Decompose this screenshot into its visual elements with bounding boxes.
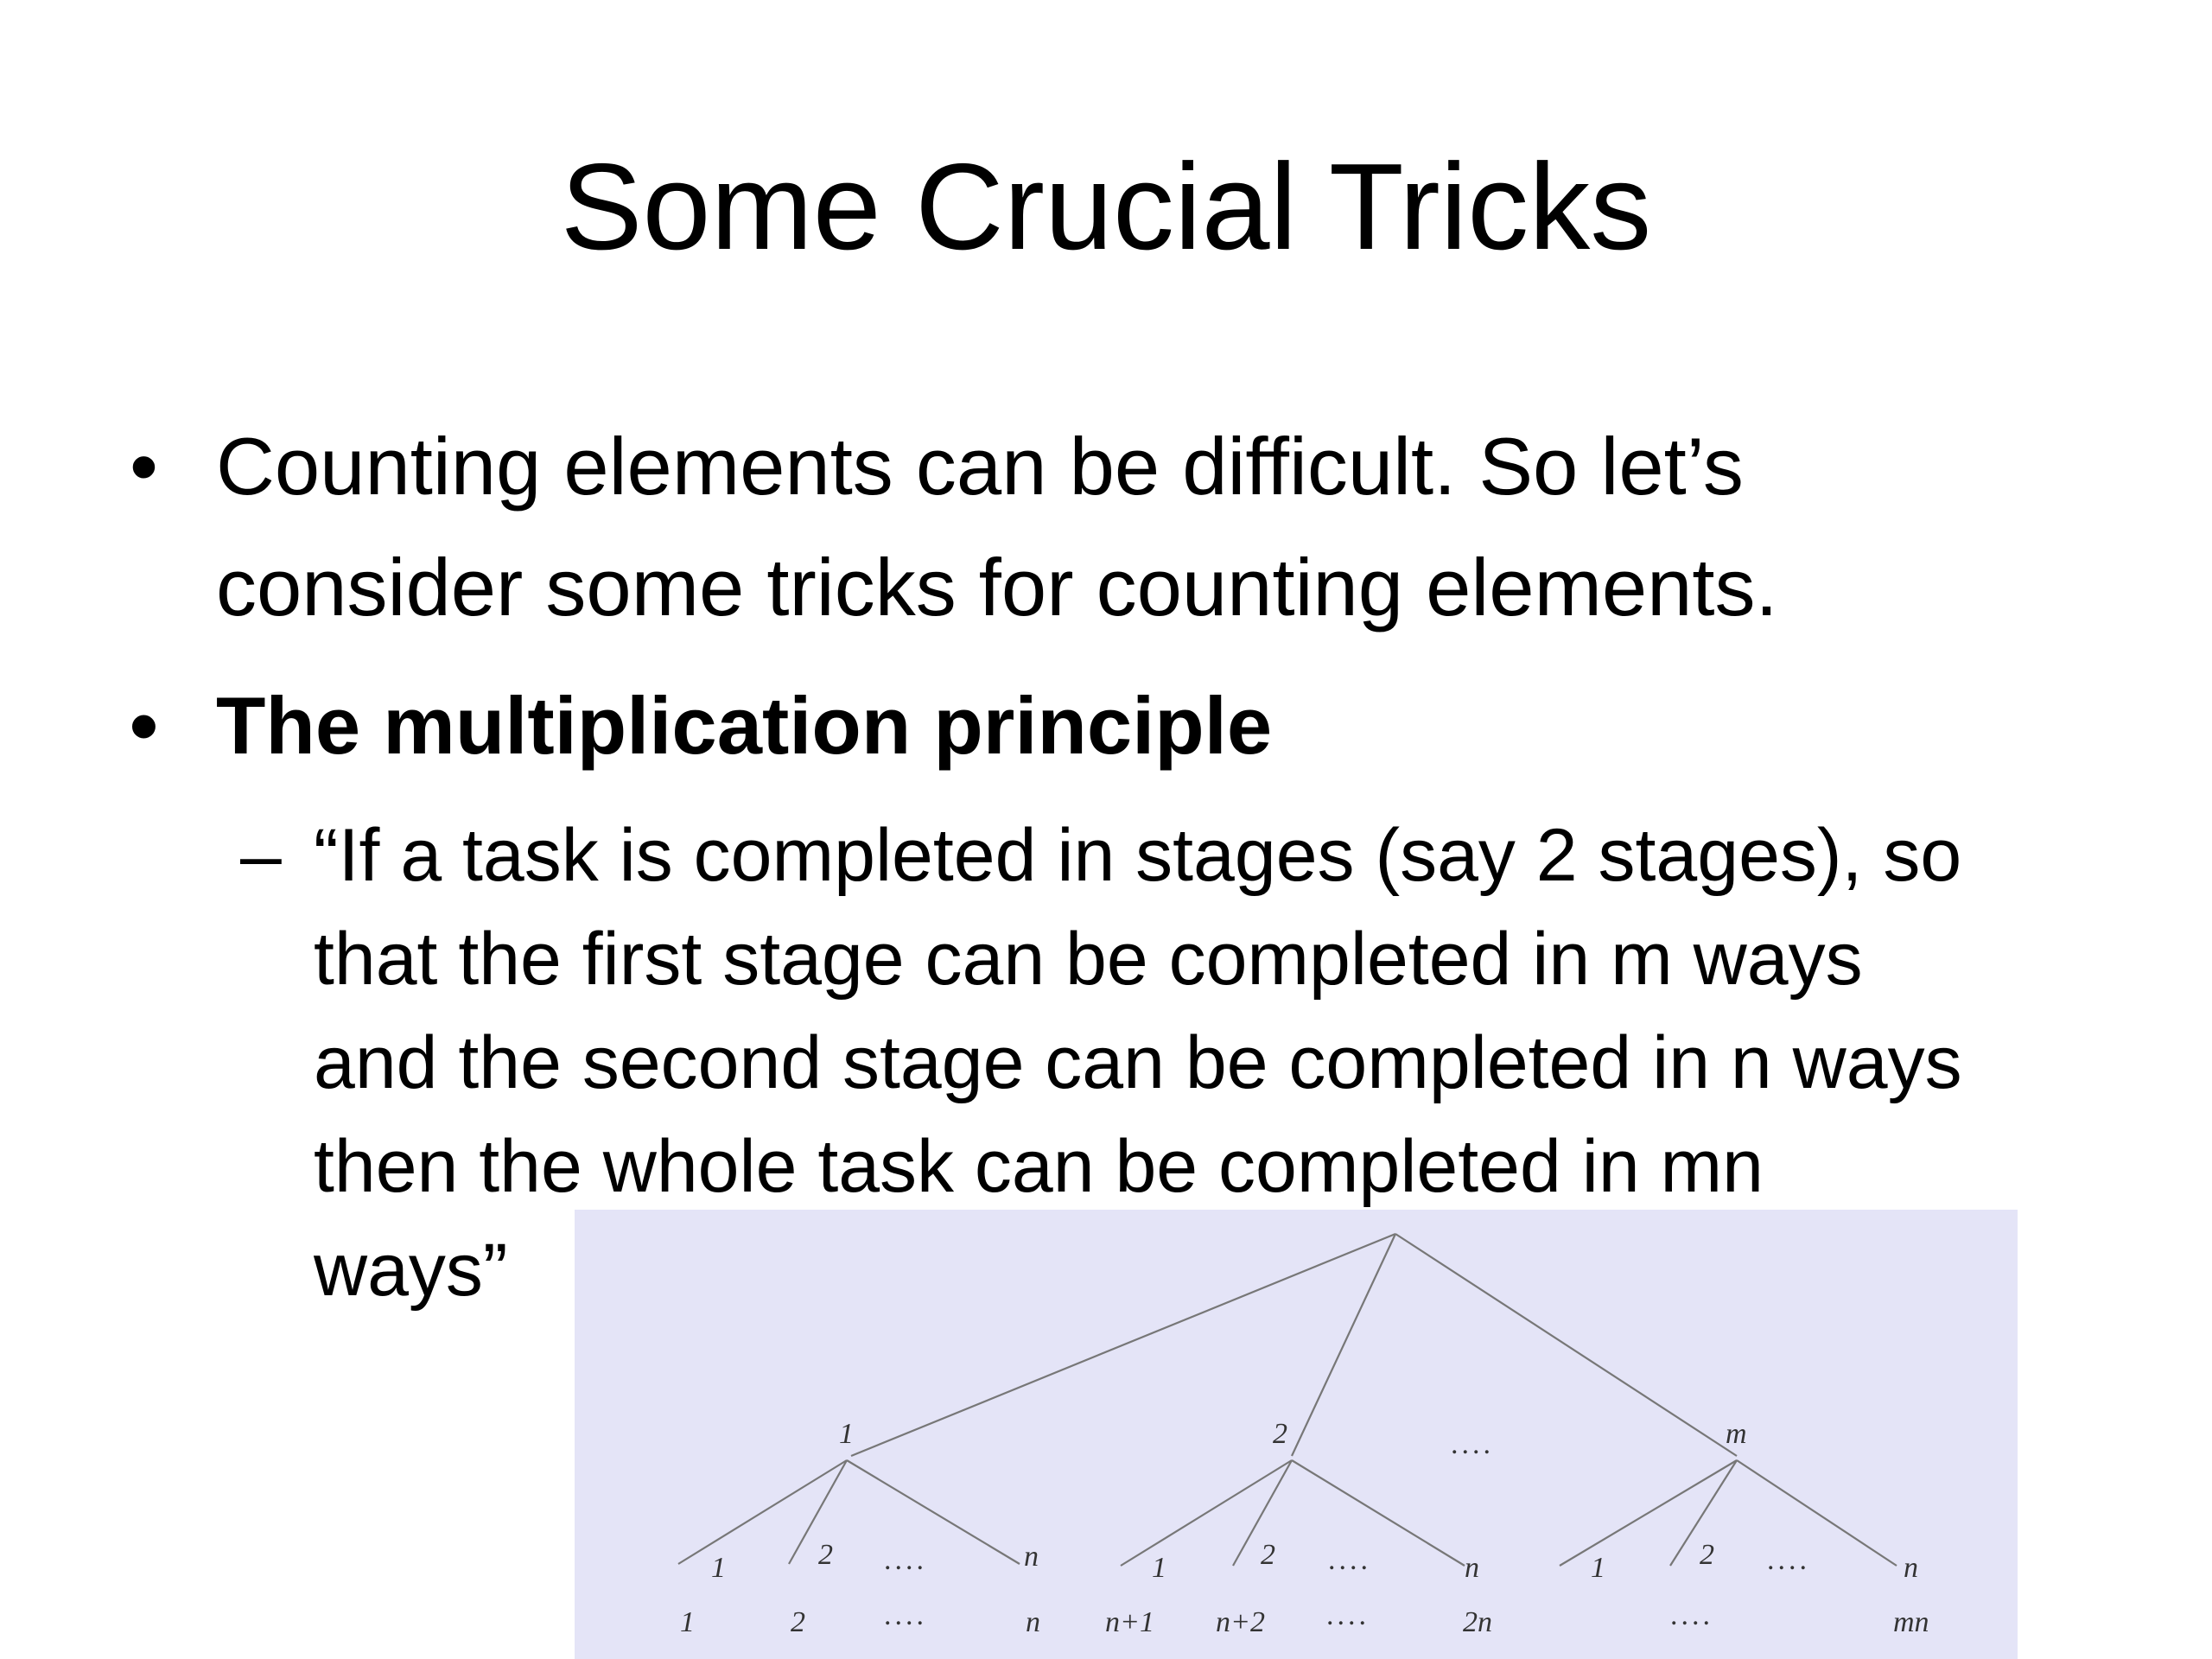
- tree-edge: [851, 1234, 1395, 1456]
- tree-leaf-ellipsis: ....: [884, 1599, 927, 1631]
- tree-edge-label: 2: [1261, 1539, 1275, 1571]
- sub-bullet-line: that the first stage can be completed in m ways: [314, 918, 1863, 1001]
- tree-leaf-ellipsis: ....: [1326, 1599, 1370, 1631]
- bullet-counting-intro: [130, 406, 2074, 648]
- tree-diagram: [575, 1210, 2018, 1659]
- tree-leaf-ellipsis: ....: [1670, 1599, 1713, 1631]
- tree-leaf-label: 1: [680, 1606, 695, 1638]
- tree-stage1-ellipsis: ....: [1451, 1428, 1494, 1460]
- tree-stage2-ellipsis: ....: [1328, 1544, 1371, 1576]
- tree-edge-label: 2: [1700, 1539, 1714, 1571]
- tree-leaf-label: n+1: [1105, 1606, 1154, 1638]
- sub-bullet-line: “If a task is completed in stages (say 2 stages), so: [314, 814, 1962, 897]
- tree-leaf-label: 2: [791, 1606, 805, 1638]
- bullet-text: [216, 406, 1778, 648]
- tree-edge-label: 1: [1152, 1552, 1166, 1584]
- tree-stage2-ellipsis: ....: [884, 1544, 927, 1576]
- tree-edge-label: n: [1024, 1541, 1039, 1573]
- bullet-line: consider some tricks for counting elements.: [216, 542, 1778, 632]
- tree-edge-label: n: [1465, 1552, 1479, 1584]
- bullet-marker: •: [130, 421, 158, 512]
- tree-leaf-label: n: [1026, 1606, 1040, 1638]
- sub-bullet-marker: –: [240, 814, 282, 897]
- tree-edge-label: 1: [1591, 1552, 1605, 1584]
- bullet-line: Counting elements can be difficult. So let’s: [216, 421, 1744, 512]
- bullet-text: The multiplication principle: [216, 680, 1273, 771]
- bullet-multiplication-principle: [130, 665, 2074, 786]
- sub-bullet-line: then the whole task can be completed in mn: [314, 1125, 1764, 1208]
- sub-bullet-line: ways”: [314, 1229, 508, 1312]
- tree-stage2-ellipsis: ....: [1767, 1544, 1810, 1576]
- slide-title: Some Crucial Tricks: [560, 138, 1652, 276]
- tree-leaf-label: 2n: [1463, 1606, 1492, 1638]
- tree-diagram-svg: [575, 1210, 2018, 1659]
- tree-edge-label: 2: [818, 1539, 833, 1571]
- tree-edge: [847, 1460, 1020, 1564]
- sub-bullet-line: and the second stage can be completed in n ways: [314, 1021, 1962, 1104]
- tree-edge: [1292, 1234, 1395, 1456]
- tree-stage1-label: 2: [1273, 1418, 1287, 1450]
- tree-stage1-label: 1: [839, 1418, 854, 1450]
- tree-edge: [1395, 1234, 1737, 1456]
- tree-leaf-label: mn: [1893, 1606, 1929, 1638]
- tree-edge-label: 1: [711, 1552, 726, 1584]
- tree-leaf-label: n+2: [1216, 1606, 1265, 1638]
- tree-stage1-label: m: [1726, 1418, 1747, 1450]
- tree-edge-label: n: [1904, 1552, 1918, 1584]
- bullet-marker: •: [130, 680, 158, 771]
- tree-edge: [1737, 1460, 1897, 1566]
- tree-edge: [1292, 1460, 1465, 1566]
